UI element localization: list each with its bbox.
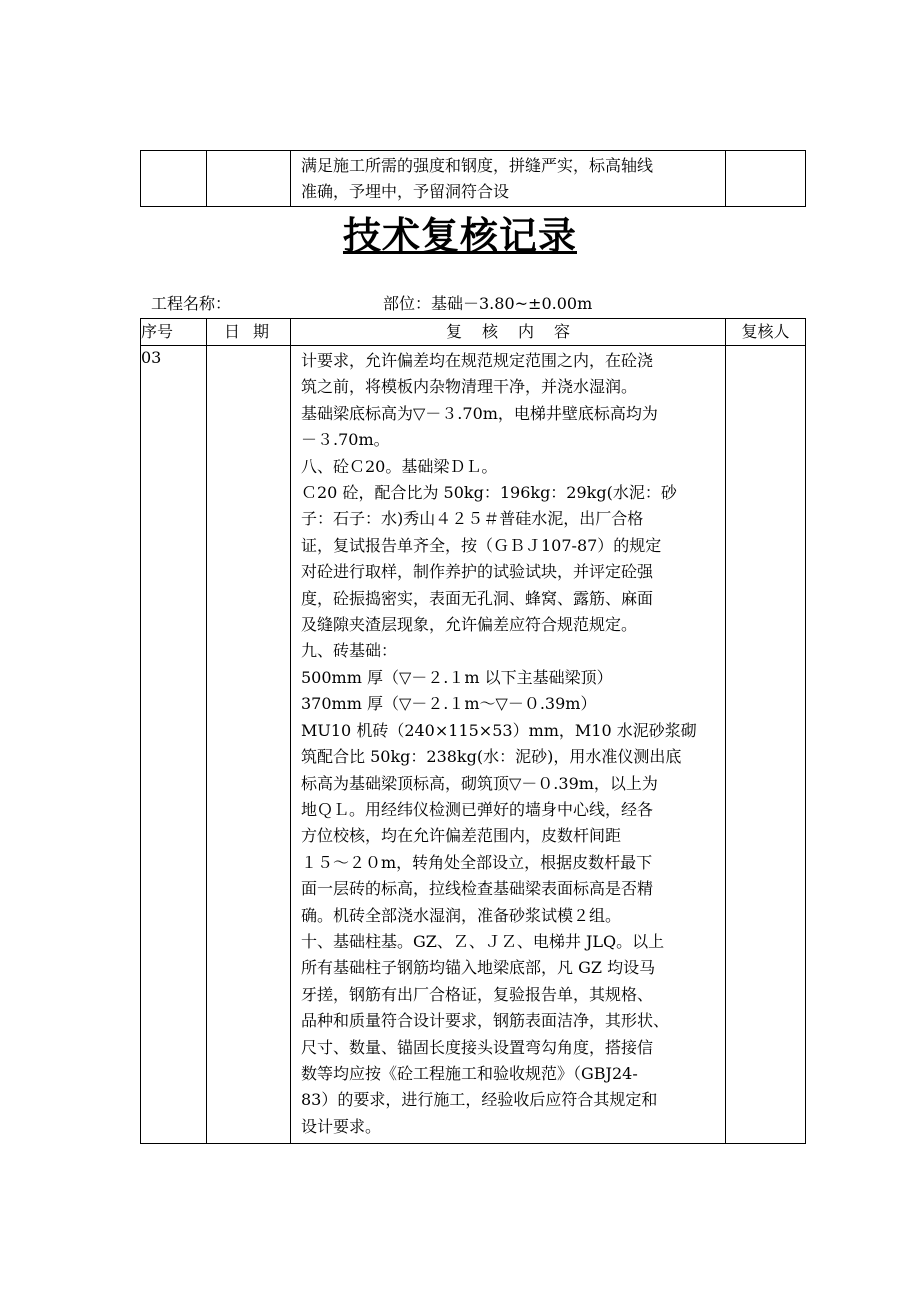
- content-line: 83）的要求，进行施工，经验收后应符合其规定和: [301, 1090, 658, 1110]
- content-line: 八、砼Ｃ20。基础梁ＤＬ。: [301, 456, 498, 476]
- header-content-char: 内: [518, 322, 535, 341]
- content-line: 筑配合比 50kg：238kg(水：泥砂)，用水准仪测出底: [301, 747, 682, 767]
- reviewer-cell: [726, 346, 806, 1144]
- header-date: 日 期: [207, 319, 291, 346]
- content-line: 九、砖基础：: [301, 641, 398, 661]
- content-line: 证，复试报告单齐全，按（ＧＢＪ107-87）的规定: [301, 535, 662, 555]
- content-lines: [291, 346, 725, 1140]
- location-label: 部位：基础－3.80~±0.00m: [383, 294, 593, 313]
- content-line: 品种和质量符合设计要求，钢筋表面洁净，其形状、: [301, 1011, 670, 1031]
- content-line: 地ＱＬ。用经纬仪检测已弹好的墙身中心线，经各: [301, 799, 654, 819]
- header-content-char: 复: [445, 322, 462, 341]
- previous-page-table: [140, 150, 806, 207]
- content-line: 计要求，允许偏差均在规范规定范围之内，在砼浇: [301, 351, 654, 370]
- content-line: 筑之前，将模板内杂物清理干净，并浇水湿润。: [301, 377, 638, 397]
- content-line: 方位校核，均在允许偏差范围内，皮数杆间距: [301, 826, 622, 846]
- header-content: [291, 319, 726, 346]
- content-line: －３.70m。: [301, 430, 390, 450]
- page-title: 技术复核记录: [342, 214, 577, 258]
- content-line: 所有基础柱子钢筋均锚入地梁底部，凡 GZ 均设马: [301, 958, 656, 978]
- content-line: 度，砼振捣密实，表面无孔洞、蜂窝、露筋、麻面: [301, 588, 654, 608]
- table-row: [141, 346, 806, 1144]
- content-line: 面一层砖的标高，拉线检查基础梁表面标高是否精: [301, 879, 654, 899]
- reviewer-cell: [726, 151, 806, 207]
- content-line: 确。机砖全部浇水湿润，准备砂浆试模２组。: [301, 905, 622, 925]
- content-line: 十、基础柱基。GZ、Ｚ、ＪＺ、电梯井 JLQ。以上: [301, 931, 665, 951]
- content-line: 500mm 厚（▽－２.１m 以下主基础梁顶）: [301, 667, 613, 687]
- header-content-char: 核: [481, 322, 498, 341]
- content-line: MU10 机砖（240×115×53）mm，M10 水泥砂浆砌: [301, 720, 697, 740]
- content-line: 子：石子：水)秀山４２５＃普硅水泥，出厂合格: [301, 509, 644, 529]
- header-seq: 序号: [141, 319, 207, 346]
- content-line: 牙搓，钢筋有出厂合格证，复验报告单，其规格、: [301, 984, 654, 1004]
- content-cell: [291, 151, 726, 207]
- seq-cell: 03: [141, 346, 207, 1144]
- content-line: １５～２０m，转角处全部设立，根据皮数杆最下: [301, 852, 653, 872]
- content-line: 准确，予埋中，予留洞符合设: [301, 182, 510, 202]
- review-record-table: [140, 318, 806, 1144]
- content-line: Ｃ20 砼，配合比为 50kg：196kg：29kg(水泥：砂: [301, 483, 677, 503]
- content-line: 对砼进行取样，制作养护的试验试块，并评定砼强: [301, 562, 654, 582]
- header-reviewer: 复核人: [726, 319, 806, 346]
- content-line: 尺寸、数量、锚固长度接头设置弯勾角度，搭接信: [301, 1037, 654, 1057]
- content-line: 370mm 厚（▽－２.１m～▽－０.39m）: [301, 694, 597, 714]
- table-header-row: [141, 319, 806, 346]
- content-line: 标高为基础梁顶标高，砌筑顶▽－０.39m，以上为: [301, 773, 658, 793]
- content-line: 数等均应按《砼工程施工和验收规范》（GBJ24-: [301, 1063, 638, 1083]
- content-line: 及缝隙夹渣层现象，允许偏差应符合规范规定。: [301, 615, 638, 635]
- content-line: 满足施工所需的强度和钢度，拼缝严实，标高轴线: [301, 156, 654, 175]
- content-line: 设计要求。: [301, 1116, 382, 1136]
- date-cell: [207, 346, 291, 1144]
- header-content-char: 容: [554, 322, 571, 341]
- project-name-label: 工程名称：: [151, 294, 232, 313]
- table-row: [141, 151, 806, 207]
- date-cell: [207, 151, 291, 207]
- content-line: 基础梁底标高为▽－３.70m，电梯井壁底标高均为: [301, 403, 658, 423]
- content-cell: [291, 346, 726, 1144]
- seq-cell: [141, 151, 207, 207]
